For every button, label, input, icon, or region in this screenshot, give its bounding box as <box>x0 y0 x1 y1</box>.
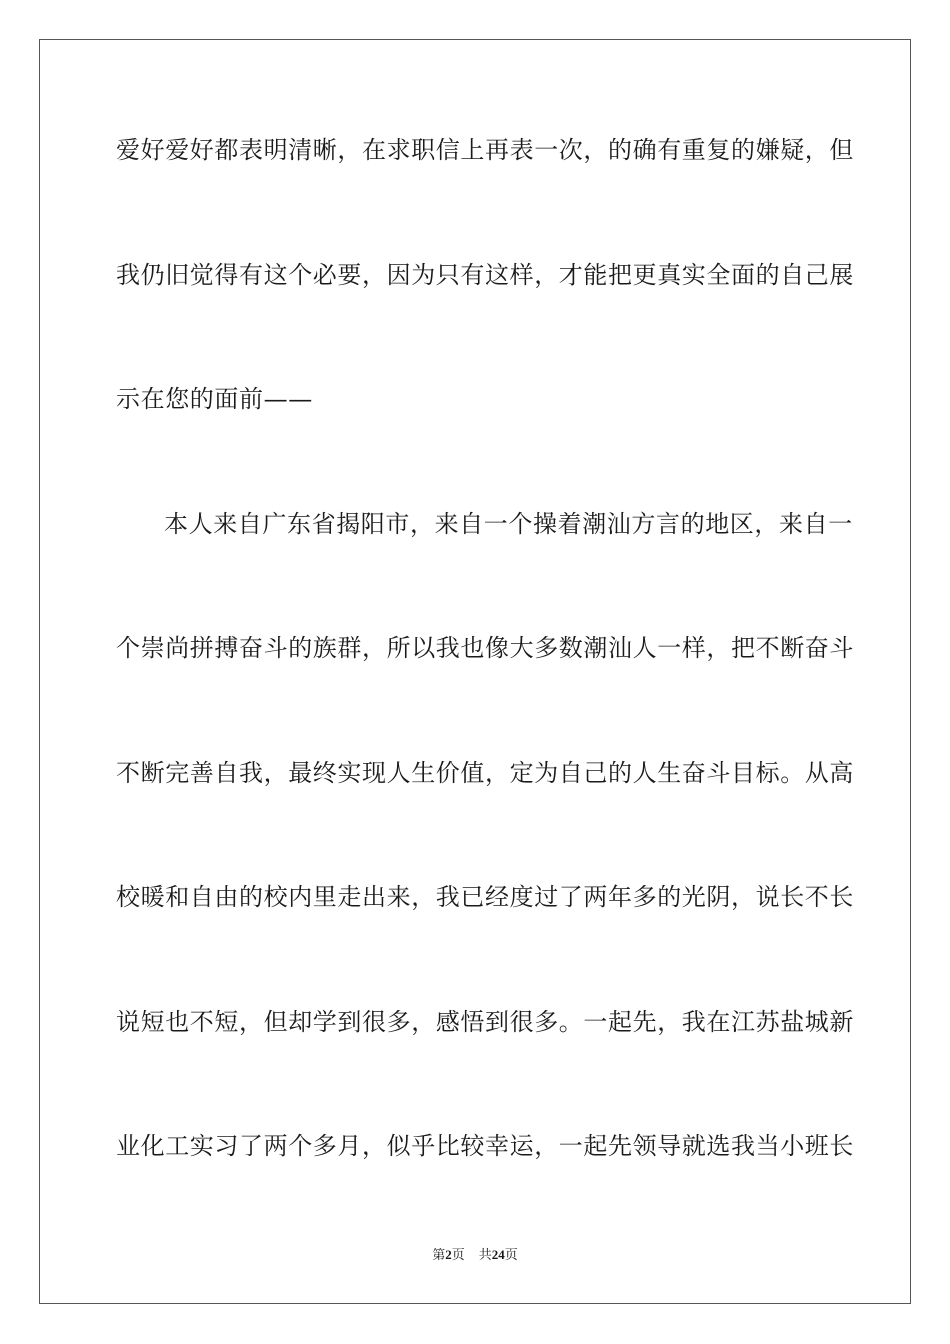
page-border <box>39 39 911 1304</box>
text-line-2: 我仍旧觉得有这个必要，因为只有这样，才能把更真实全面的自己展 <box>116 261 854 289</box>
total-prefix: 共 <box>478 1247 492 1262</box>
text-line-9: 业化工实习了两个多月，似乎比较幸运，一起先领导就选我当小班长 <box>116 1132 854 1160</box>
text-line-1: 爱好爱好都表明清晰，在求职信上再表一次，的确有重复的嫌疑，但 <box>116 136 854 164</box>
page-footer <box>0 1246 950 1264</box>
total-pages: 24 <box>491 1247 505 1262</box>
text-line-3: 示在您的面前—— <box>116 385 313 413</box>
total-suffix: 页 <box>504 1247 518 1262</box>
text-line-8: 说短也不短，但却学到很多，感悟到很多。一起先，我在江苏盐城新 <box>116 1008 854 1036</box>
text-line-7: 校暖和自由的校内里走出来，我已经度过了两年多的光阴，说长不长 <box>116 883 854 911</box>
text-line-4-paragraph-start: 本人来自广东省揭阳市，来自一个操着潮汕方言的地区，来自一 <box>164 510 853 538</box>
page-prefix: 第 <box>432 1247 446 1262</box>
text-line-6: 不断完善自我，最终实现人生价值，定为自己的人生奋斗目标。从高 <box>116 759 854 787</box>
page-suffix: 页 <box>451 1247 465 1262</box>
text-line-5: 个崇尚拼搏奋斗的族群，所以我也像大多数潮汕人一样，把不断奋斗 <box>116 634 854 662</box>
page-number: 2 <box>445 1247 452 1262</box>
